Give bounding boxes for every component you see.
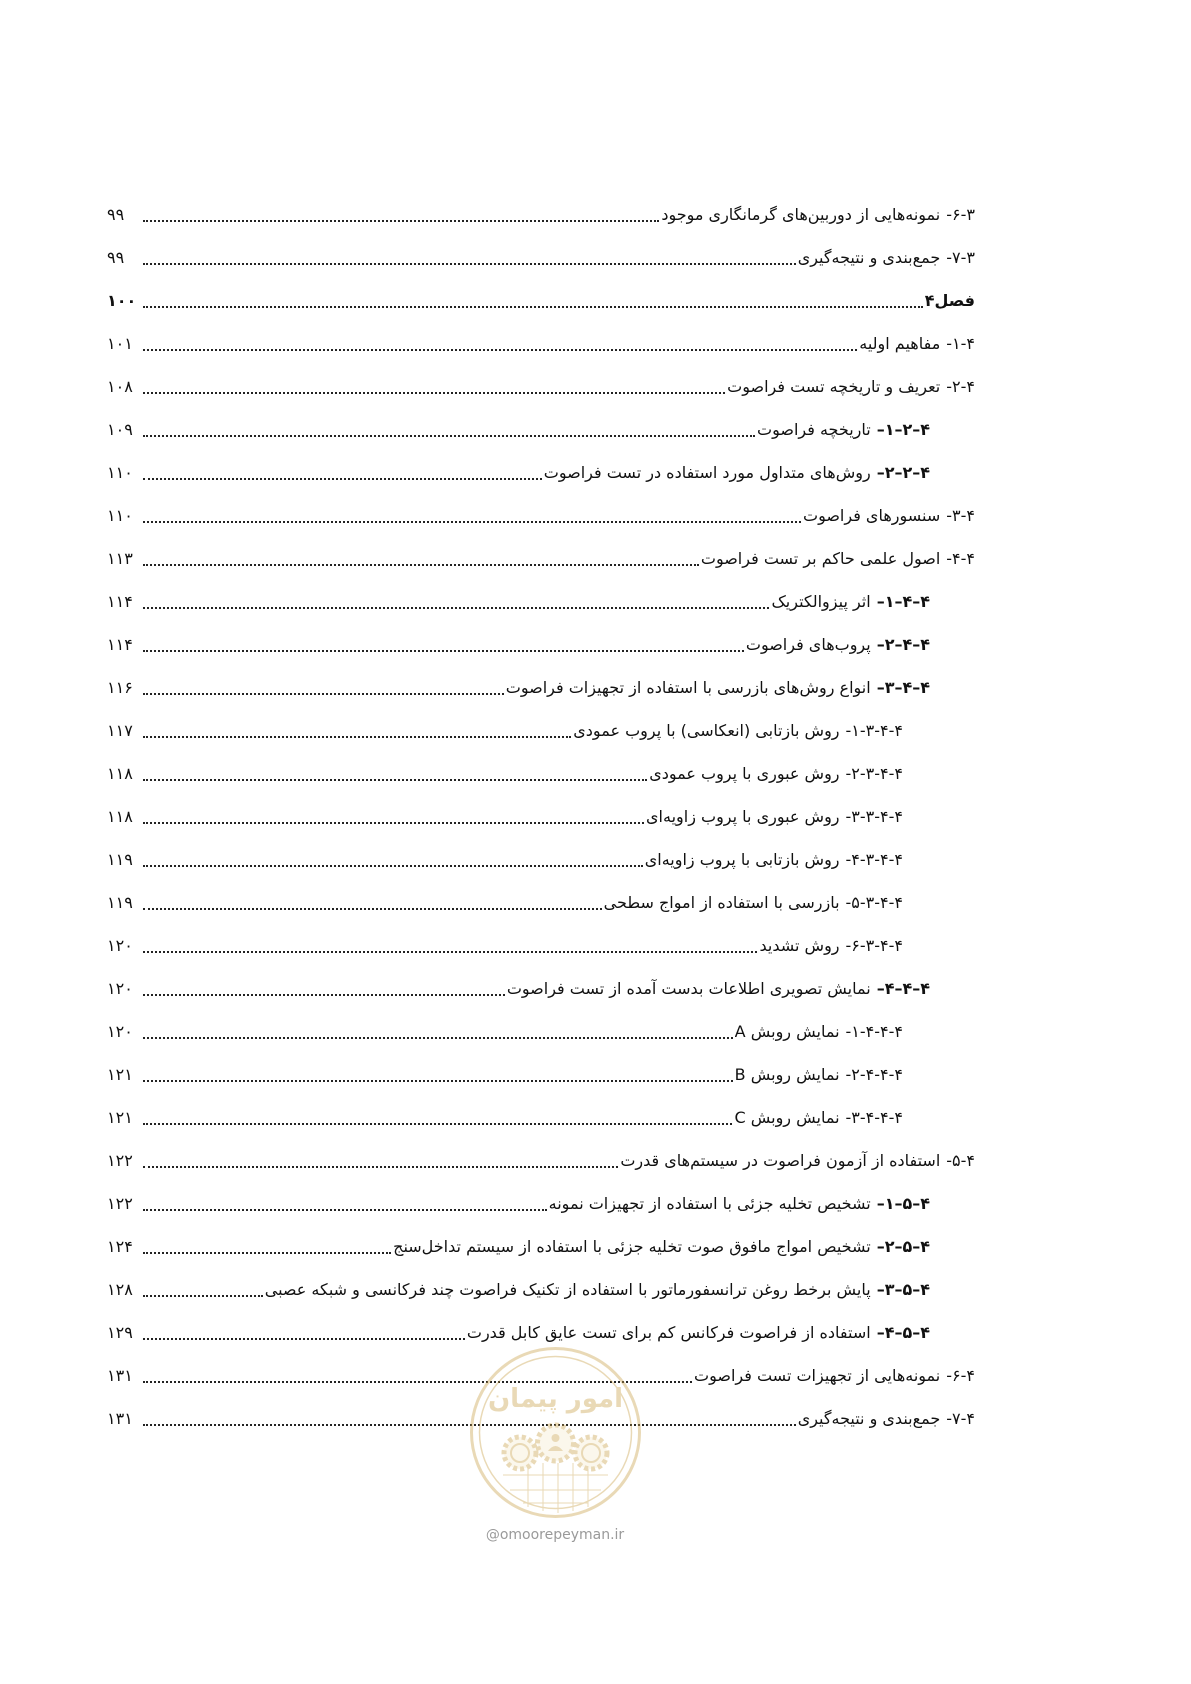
page-number: ۱۲۱ — [107, 1108, 133, 1127]
page-number: ۱۲۰ — [107, 1022, 133, 1041]
section-title: انواع روش‌های بازرسی با استفاده از تجهیزات فراصوت — [505, 678, 871, 697]
gear-icon — [538, 1425, 574, 1461]
table-of-contents — [107, 193, 975, 1440]
section-number: ۴-۶- — [946, 1366, 975, 1385]
toc-entry[interactable] — [107, 709, 975, 752]
dot-leader — [143, 306, 923, 308]
section-number: ۴-۴-۴-۱- — [845, 1022, 903, 1041]
page-number: ۱۲۱ — [107, 1065, 133, 1084]
page-number: ۱۱۴ — [107, 592, 133, 611]
toc-entry[interactable] — [107, 236, 975, 279]
section-number: ۴-۴-۳-۱- — [845, 721, 903, 740]
toc-entry[interactable] — [107, 1139, 975, 1182]
page-number: ۱۲۸ — [107, 1280, 133, 1299]
page-number: ۹۹ — [107, 248, 125, 267]
dot-leader — [143, 994, 505, 996]
toc-entry[interactable] — [107, 838, 975, 881]
dot-leader — [143, 392, 725, 394]
section-number: ۴-۷- — [946, 1409, 975, 1428]
logo-text: امور پیمان — [487, 1384, 624, 1414]
dot-leader — [143, 865, 643, 867]
dot-leader — [143, 220, 659, 222]
toc-entry[interactable] — [107, 494, 975, 537]
toc-entry[interactable] — [107, 1096, 975, 1139]
section-number: ۳-۶- — [946, 205, 975, 224]
toc-entry[interactable] — [107, 752, 975, 795]
dot-leader — [143, 564, 699, 566]
page-number: ۱۳۱ — [107, 1409, 133, 1428]
section-title: مفاهیم اولیه — [859, 334, 941, 353]
page-number: ۱۱۷ — [107, 721, 133, 740]
dot-leader — [143, 951, 757, 953]
toc-entry[interactable] — [107, 365, 975, 408]
section-number: ۴–۵–۲– — [876, 1237, 930, 1256]
section-number: ۴-۴- — [946, 549, 975, 568]
dot-leader — [143, 779, 647, 781]
section-title: اصول علمی حاکم بر تست فراصوت — [700, 549, 941, 568]
toc-entry[interactable] — [107, 881, 975, 924]
page-number: ۱۱۰ — [107, 463, 133, 482]
page-number: ۱۳۱ — [107, 1366, 133, 1385]
page-number: ۱۰۸ — [107, 377, 133, 396]
dot-leader — [143, 263, 796, 265]
chapter-title: فصل۴ — [924, 291, 975, 310]
toc-chapter-entry[interactable] — [107, 279, 975, 322]
dot-leader — [143, 435, 755, 437]
toc-entry[interactable] — [107, 193, 975, 236]
page-number: ۱۲۲ — [107, 1194, 133, 1213]
dot-leader — [143, 1209, 547, 1211]
page-number: ۹۹ — [107, 205, 125, 224]
dot-leader — [143, 1080, 733, 1082]
toc-entry[interactable] — [107, 322, 975, 365]
section-number: ۴–۴–۲– — [876, 635, 930, 654]
section-title: استفاده از آزمون فراصوت در سیستم‌های قدرت — [620, 1151, 941, 1170]
dot-leader — [143, 1338, 465, 1340]
toc-entry[interactable] — [107, 666, 975, 709]
section-number: ۴-۱- — [946, 334, 975, 353]
dot-leader — [143, 650, 744, 652]
toc-entry[interactable] — [107, 1268, 975, 1311]
section-title: روش عبوری با پروب زاویه‌ای — [646, 807, 840, 826]
section-title: سنسورهای فراصوت — [803, 506, 941, 525]
page-number: ۱۲۰ — [107, 979, 133, 998]
section-number: ۴–۵–۱– — [876, 1194, 930, 1213]
toc-entry[interactable] — [107, 408, 975, 451]
page-number: ۱۲۹ — [107, 1323, 133, 1342]
section-title: نمایش روبش A — [734, 1022, 840, 1041]
toc-entry[interactable] — [107, 451, 975, 494]
section-title: تشخیص تخلیه جزئی با استفاده از تجهیزات نمونه — [548, 1194, 871, 1213]
page-number: ۱۱۶ — [107, 678, 133, 697]
section-number: ۴–۵–۳– — [876, 1280, 930, 1299]
page-number: ۱۰۹ — [107, 420, 133, 439]
section-title: پایش برخط روغن ترانسفورماتور با استفاده از تکنیک فراصوت چند فرکانسی و شبکه عصبی — [264, 1280, 871, 1299]
page-number: ۱۲۲ — [107, 1151, 133, 1170]
toc-entry[interactable] — [107, 795, 975, 838]
dot-leader — [143, 1252, 391, 1254]
page-number: ۱۱۹ — [107, 893, 133, 912]
section-title: نمایش روبش B — [734, 1065, 840, 1084]
section-title: بازرسی با استفاده از امواج سطحی — [603, 893, 840, 912]
section-title: نمونه‌هایی از تجهیزات تست فراصوت — [694, 1366, 941, 1385]
section-title: نمایش روبش C — [734, 1108, 840, 1127]
section-number: ۴–۴–۳– — [876, 678, 930, 697]
gear-icon — [504, 1437, 536, 1469]
dot-leader — [143, 521, 801, 523]
section-number: ۴-۴-۴-۲- — [845, 1065, 903, 1084]
watermark-logo — [468, 1345, 643, 1520]
section-title: روش بازتابی (انعکاسی) با پروب عمودی — [573, 721, 840, 740]
website-watermark: @omoorepeyman.ir — [485, 1527, 625, 1543]
dot-leader — [143, 478, 542, 480]
section-number: ۴–۲–۱– — [876, 420, 930, 439]
toc-entry[interactable] — [107, 1010, 975, 1053]
section-number: ۳-۷- — [946, 248, 975, 267]
page-number: ۱۲۴ — [107, 1237, 133, 1256]
section-number: ۴-۵- — [946, 1151, 975, 1170]
section-title: جمع‌بندی و نتیجه‌گیری — [797, 1409, 941, 1428]
section-title: اثر پیزوالکتریک — [771, 592, 871, 611]
section-number: ۴–۵–۴– — [876, 1323, 930, 1342]
section-title: جمع‌بندی و نتیجه‌گیری — [797, 248, 941, 267]
section-title: روش تشدید — [759, 936, 840, 955]
section-number: ۴-۴-۳-۴- — [845, 850, 903, 869]
section-title: نمونه‌هایی از دوربین‌های گرمانگاری موجود — [661, 205, 941, 224]
page-number: ۱۱۴ — [107, 635, 133, 654]
section-number: ۴-۴-۳-۵- — [845, 893, 903, 912]
page-number: ۱۲۰ — [107, 936, 133, 955]
section-title: تشخیص امواج مافوق صوت تخلیه جزئی با استفاده از سیستم تداخل‌سنج — [393, 1237, 871, 1256]
page-number: ۱۱۸ — [107, 764, 133, 783]
section-title: تعریف و تاریخچه تست فراصوت — [727, 377, 941, 396]
dot-leader — [143, 736, 571, 738]
dot-leader — [143, 1037, 733, 1039]
section-number: ۴-۴-۴-۳- — [845, 1108, 903, 1127]
dot-leader — [143, 1166, 618, 1168]
section-number: ۴-۴-۳-۲- — [845, 764, 903, 783]
page-number: ۱۱۸ — [107, 807, 133, 826]
section-title: روش بازتابی با پروب زاویه‌ای — [644, 850, 840, 869]
page-number: ۱۱۳ — [107, 549, 133, 568]
section-title: روش‌های متداول مورد استفاده در تست فراصوت — [543, 463, 871, 482]
section-title: روش عبوری با پروب عمودی — [649, 764, 840, 783]
toc-entry[interactable] — [107, 967, 975, 1010]
section-number: ۴–۲–۲– — [876, 463, 930, 482]
dot-leader — [143, 607, 769, 609]
dot-leader — [143, 1123, 732, 1125]
page-number: ۱۱۹ — [107, 850, 133, 869]
dot-leader — [143, 693, 504, 695]
toc-entry[interactable] — [107, 537, 975, 580]
section-number: ۴-۳- — [946, 506, 975, 525]
section-title: نمایش تصویری اطلاعات بدست آمده از تست فراصوت — [506, 979, 871, 998]
dot-leader — [143, 908, 602, 910]
toc-entry[interactable] — [107, 924, 975, 967]
section-number: ۴-۴-۳-۶- — [845, 936, 903, 955]
toc-entry[interactable] — [107, 623, 975, 666]
toc-entry[interactable] — [107, 1182, 975, 1225]
section-title: پروب‌های فراصوت — [745, 635, 871, 654]
page-number: ۱۱۰ — [107, 506, 133, 525]
gear-icon — [575, 1437, 607, 1469]
dot-leader — [143, 349, 857, 351]
section-number: ۴–۴–۱– — [876, 592, 930, 611]
toc-entry[interactable] — [107, 1225, 975, 1268]
section-number: ۴-۴-۳-۳- — [845, 807, 903, 826]
page-number: ۱۰۱ — [107, 334, 133, 353]
dot-leader — [143, 1295, 263, 1297]
section-number: ۴–۴–۴– — [876, 979, 930, 998]
toc-entry[interactable] — [107, 1053, 975, 1096]
page-number: ۱۰۰ — [107, 291, 137, 310]
section-title: تاریخچه فراصوت — [757, 420, 871, 439]
section-title: استفاده از فراصوت فرکانس کم برای تست عایق کابل قدرت — [466, 1323, 871, 1342]
section-number: ۴-۲- — [946, 377, 975, 396]
dot-leader — [143, 822, 644, 824]
toc-entry[interactable] — [107, 580, 975, 623]
